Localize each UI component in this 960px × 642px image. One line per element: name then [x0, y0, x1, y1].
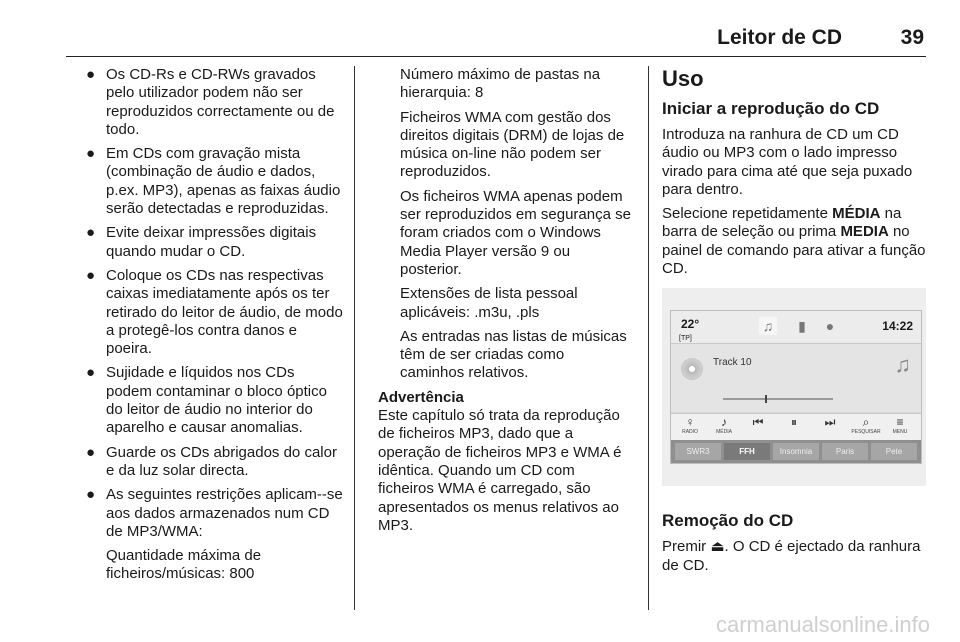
select-media-text: Selecione repetidamente MÉDIA na barra de seleção ou prima MEDIA no painel de comando para ativar a função CD.	[662, 205, 926, 278]
running-title: Leitor de CD	[717, 26, 842, 49]
clock-readout: 14:22	[882, 319, 913, 334]
bullet-list	[78, 66, 344, 541]
temperature-readout: 22°	[681, 317, 700, 332]
bullet-icon: ●	[86, 364, 96, 382]
column-3	[662, 66, 926, 581]
list-item: ● Evite deixar impressões digitais quando mudar o CD.	[86, 224, 317, 260]
list-item: ● Sujidade e líquidos nos CDs podem contaminar o bloco óptico do leitor de áudio no interior do aparelho e causar anomalias.	[86, 364, 327, 437]
subheading-start-playback: Iniciar a reprodução do CD	[662, 99, 880, 118]
column-1	[78, 66, 344, 590]
cd-disc-icon	[681, 358, 703, 380]
info-icon[interactable]: ●	[825, 318, 835, 335]
list-item: ● As seguintes restrições aplicam--se aos dados armazenados num CD de MP3/WMA:	[86, 486, 343, 540]
status-bar	[671, 311, 921, 344]
section-heading: Uso	[662, 66, 704, 91]
insert-cd-text: Introduza na ranhura de CD um CD áudio ou MP3 com o lado impresso virado para cima até que seja puxado para dentro.	[662, 126, 913, 198]
bullet-icon: ●	[86, 266, 96, 284]
preset-button[interactable]: Pete	[871, 443, 917, 460]
radio-button[interactable]: ♀ RADIO	[682, 415, 698, 436]
music-note-icon[interactable]: ♫	[759, 317, 777, 335]
radio-icon: ♀	[685, 415, 695, 430]
bullet-icon: ●	[86, 486, 96, 504]
max-folders-text: Número máximo de pastas na hierarquia: 8	[400, 66, 601, 102]
next-track-button[interactable]	[815, 415, 845, 429]
warning-title: Advertência	[378, 388, 464, 406]
header-rule	[66, 56, 926, 57]
infotainment-illustration	[662, 288, 926, 486]
pause-icon: ⏸	[790, 415, 797, 430]
preset-button[interactable]: Paris	[822, 443, 868, 460]
album-art-icon: ♫	[894, 352, 911, 378]
subheading-remove-cd: Remoção do CD	[662, 511, 794, 531]
list-item: ● Em CDs com gravação mista (combinação de áudio e dados, p.ex. MP3), apenas as faixas áudio serão detectadas e reproduzidas.	[86, 145, 341, 218]
preset-bar	[671, 440, 921, 463]
bullet-icon: ●	[86, 443, 96, 461]
watermark: carmanualsonline.info	[715, 612, 930, 637]
now-playing-area	[671, 344, 921, 412]
progress-knob[interactable]	[765, 395, 767, 403]
preset-button-selected[interactable]: FFH	[724, 443, 770, 460]
search-button[interactable]: ⌕ PESQUISAR	[851, 415, 881, 436]
warning-text: Este capítulo só trata da reprodução de ficheiros MP3, dado que a operação de ficheiros MP3 e WMA é idêntica. Quando um CD com ficheiros WMA é carregado, são apresentados os menus relativos ao MP3.	[378, 407, 622, 534]
previous-icon: ⏮	[752, 415, 764, 430]
search-icon: ⌕	[862, 415, 870, 430]
preset-button[interactable]: SWR3	[675, 443, 721, 460]
bullet-icon: ●	[86, 145, 96, 163]
progress-bar[interactable]	[723, 398, 833, 400]
pause-button[interactable]	[779, 415, 809, 429]
bullet-icon: ●	[86, 66, 96, 83]
page-number: 39	[900, 26, 924, 49]
control-bar	[671, 413, 921, 440]
music-icon: ♪	[721, 415, 727, 430]
playlist-paths-text: As entradas nas listas de músicas têm de ser criadas como caminhos relativos.	[400, 327, 627, 382]
drm-text: Ficheiros WMA com gestão dos direitos digitais (DRM) de lojas de música on-line não podem ser reproduzidos.	[400, 108, 625, 181]
media-keyword: MÉDIA	[832, 205, 881, 223]
media-button[interactable]: ♪ MÉDIA	[716, 415, 732, 436]
playlist-ext-text: Extensões de lista pessoal aplicáveis: .m3u, .pls	[400, 285, 578, 321]
bullet-icon: ●	[86, 224, 96, 242]
previous-track-button[interactable]	[743, 415, 773, 429]
device-icon[interactable]: ▮	[798, 318, 806, 335]
infotainment-screen	[670, 310, 922, 464]
menu-icon: ≡	[896, 415, 904, 430]
max-files-text: Quantidade máxima de ficheiros/músicas: 800	[106, 547, 262, 583]
preset-button[interactable]: Insomnia	[773, 443, 819, 460]
track-title: Track 10	[713, 357, 752, 369]
column-2	[378, 66, 632, 541]
media-button-keyword: MEDIA	[840, 223, 889, 241]
list-item: ● Guarde os CDs abrigados do calor e da luz solar directa.	[86, 443, 337, 479]
tp-indicator: [TP]	[679, 335, 692, 343]
column-divider-1	[354, 66, 355, 610]
list-item: ● Os CD-Rs e CD-RWs gravados pelo utilizador podem não ser reproduzidos correctamente ou de todo.	[86, 66, 335, 138]
column-divider-2	[648, 66, 649, 610]
next-icon: ⏭	[824, 415, 836, 430]
list-item: ● Coloque os CDs nas respectivas caixas imediatamente após os ter retirado do leitor de áudio, de modo a protegê-los contra danos e poeira.	[86, 266, 343, 358]
eject-icon: ⏏	[710, 538, 725, 556]
menu-button[interactable]: ≡ MENU	[892, 415, 908, 436]
eject-text: Premir ⏏. O CD é ejectado da ranhura de CD.	[662, 538, 921, 574]
page-header	[0, 0, 960, 60]
wma-version-text: Os ficheiros WMA apenas podem ser reproduzidos em segurança se foram criados com o Windows Media Player versão 9 ou posterior.	[400, 187, 631, 278]
